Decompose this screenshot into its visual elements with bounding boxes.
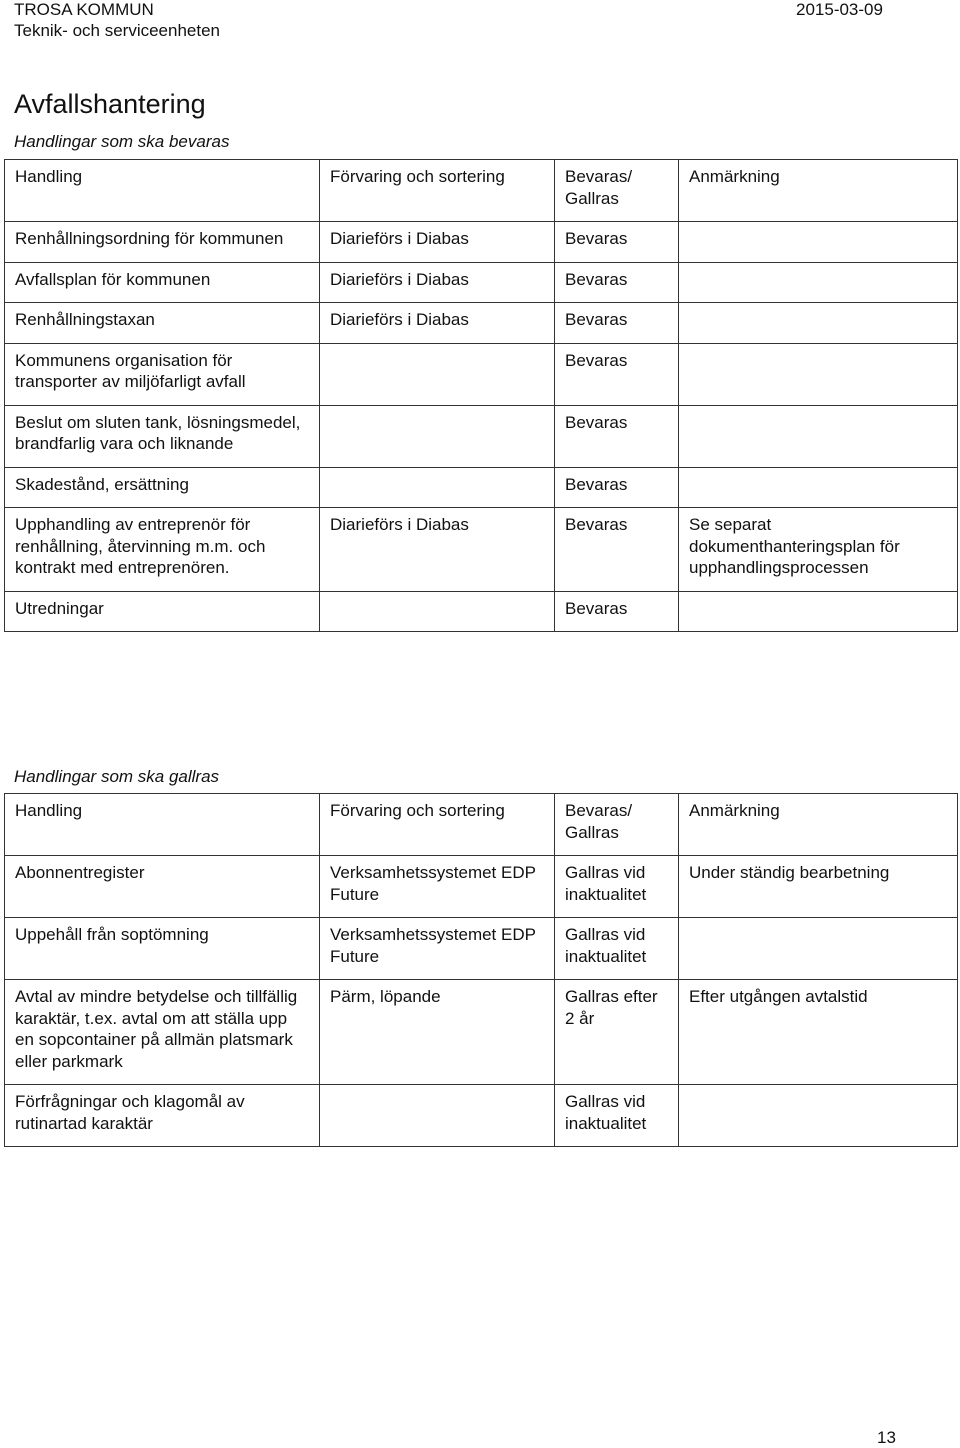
table-cell — [320, 467, 555, 508]
column-header: Förvaring och sortering — [320, 794, 555, 856]
table-cell: Gallras vid inaktualitet — [555, 1085, 679, 1147]
table-cell: Diarieförs i Diabas — [320, 222, 555, 263]
table-cell: Kommunens organisation för transporter av miljöfarligt avfall — [5, 343, 320, 405]
table-cell: Bevaras — [555, 405, 679, 467]
table-row — [5, 508, 958, 592]
table-row — [5, 856, 958, 918]
table-cell: Bevaras — [555, 262, 679, 303]
table-cell — [320, 343, 555, 405]
column-header: Bevaras/ Gallras — [555, 794, 679, 856]
table-row — [5, 591, 958, 632]
table-cell — [320, 405, 555, 467]
table-cell: Bevaras — [555, 591, 679, 632]
keep-records-table — [4, 159, 958, 632]
organization-name: TROSA KOMMUN — [14, 0, 154, 19]
table-cell — [679, 405, 958, 467]
table-cell: Efter utgången avtalstid — [679, 980, 958, 1085]
table-cell: Gallras efter 2 år — [555, 980, 679, 1085]
table-cell: Gallras vid inaktualitet — [555, 856, 679, 918]
table-cell: Upphandling av entreprenör för renhållning, återvinning m.m. och kontrakt med entreprenören. — [5, 508, 320, 592]
page-number: 13 — [877, 1428, 896, 1447]
table-cell: Renhållningstaxan — [5, 303, 320, 344]
table-row — [5, 405, 958, 467]
table-row — [5, 918, 958, 980]
column-header: Anmärkning — [679, 794, 958, 856]
column-header: Förvaring och sortering — [320, 160, 555, 222]
table-cell: Verksamhetssystemet EDP Future — [320, 918, 555, 980]
table-cell: Skadestånd, ersättning — [5, 467, 320, 508]
section-heading-keep: Handlingar som ska bevaras — [14, 132, 230, 151]
table-cell: Avfallsplan för kommunen — [5, 262, 320, 303]
discard-records-table — [4, 793, 958, 1147]
document-date: 2015-03-09 — [796, 0, 883, 19]
column-header: Anmärkning — [679, 160, 958, 222]
table-cell: Se separat dokumenthanteringsplan för upphandlingsprocessen — [679, 508, 958, 592]
column-header: Handling — [5, 794, 320, 856]
table-cell — [679, 222, 958, 263]
table-cell — [679, 303, 958, 344]
table-cell: Bevaras — [555, 508, 679, 592]
table-cell: Under ständig bearbetning — [679, 856, 958, 918]
table-cell — [679, 918, 958, 980]
table-cell: Bevaras — [555, 222, 679, 263]
table-cell — [679, 343, 958, 405]
table-cell: Pärm, löpande — [320, 980, 555, 1085]
table-row — [5, 303, 958, 344]
page-title: Avfallshantering — [14, 89, 206, 119]
column-header: Bevaras/ Gallras — [555, 160, 679, 222]
table-cell: Bevaras — [555, 343, 679, 405]
table-row — [5, 1085, 958, 1147]
table-cell: Diarieförs i Diabas — [320, 303, 555, 344]
table-cell — [679, 467, 958, 508]
table-row — [5, 222, 958, 263]
table-cell: Beslut om sluten tank, lösningsmedel, brandfarlig vara och liknande — [5, 405, 320, 467]
column-header: Handling — [5, 160, 320, 222]
table-cell — [679, 1085, 958, 1147]
table-row — [5, 980, 958, 1085]
table-cell — [679, 262, 958, 303]
table-cell: Gallras vid inaktualitet — [555, 918, 679, 980]
table-cell: Diarieförs i Diabas — [320, 262, 555, 303]
section-heading-discard: Handlingar som ska gallras — [14, 767, 220, 786]
table-cell — [320, 591, 555, 632]
table-cell: Bevaras — [555, 303, 679, 344]
table-row — [5, 262, 958, 303]
table-cell: Avtal av mindre betydelse och tillfällig karaktär, t.ex. avtal om att ställa upp en sopcontainer på allmän platsmark eller parkmark — [5, 980, 320, 1085]
table-cell — [679, 591, 958, 632]
table-row — [5, 467, 958, 508]
table-cell: Uppehåll från soptömning — [5, 918, 320, 980]
table-header-row — [5, 794, 958, 856]
table-cell: Renhållningsordning för kommunen — [5, 222, 320, 263]
table-cell — [320, 1085, 555, 1147]
table-header-row — [5, 160, 958, 222]
table-cell: Abonnentregister — [5, 856, 320, 918]
unit-name: Teknik- och serviceenheten — [14, 21, 221, 40]
table-cell: Diarieförs i Diabas — [320, 508, 555, 592]
table-cell: Verksamhetssystemet EDP Future — [320, 856, 555, 918]
table-cell: Utredningar — [5, 591, 320, 632]
table-cell: Bevaras — [555, 467, 679, 508]
table-row — [5, 343, 958, 405]
table-cell: Förfrågningar och klagomål av rutinartad karaktär — [5, 1085, 320, 1147]
